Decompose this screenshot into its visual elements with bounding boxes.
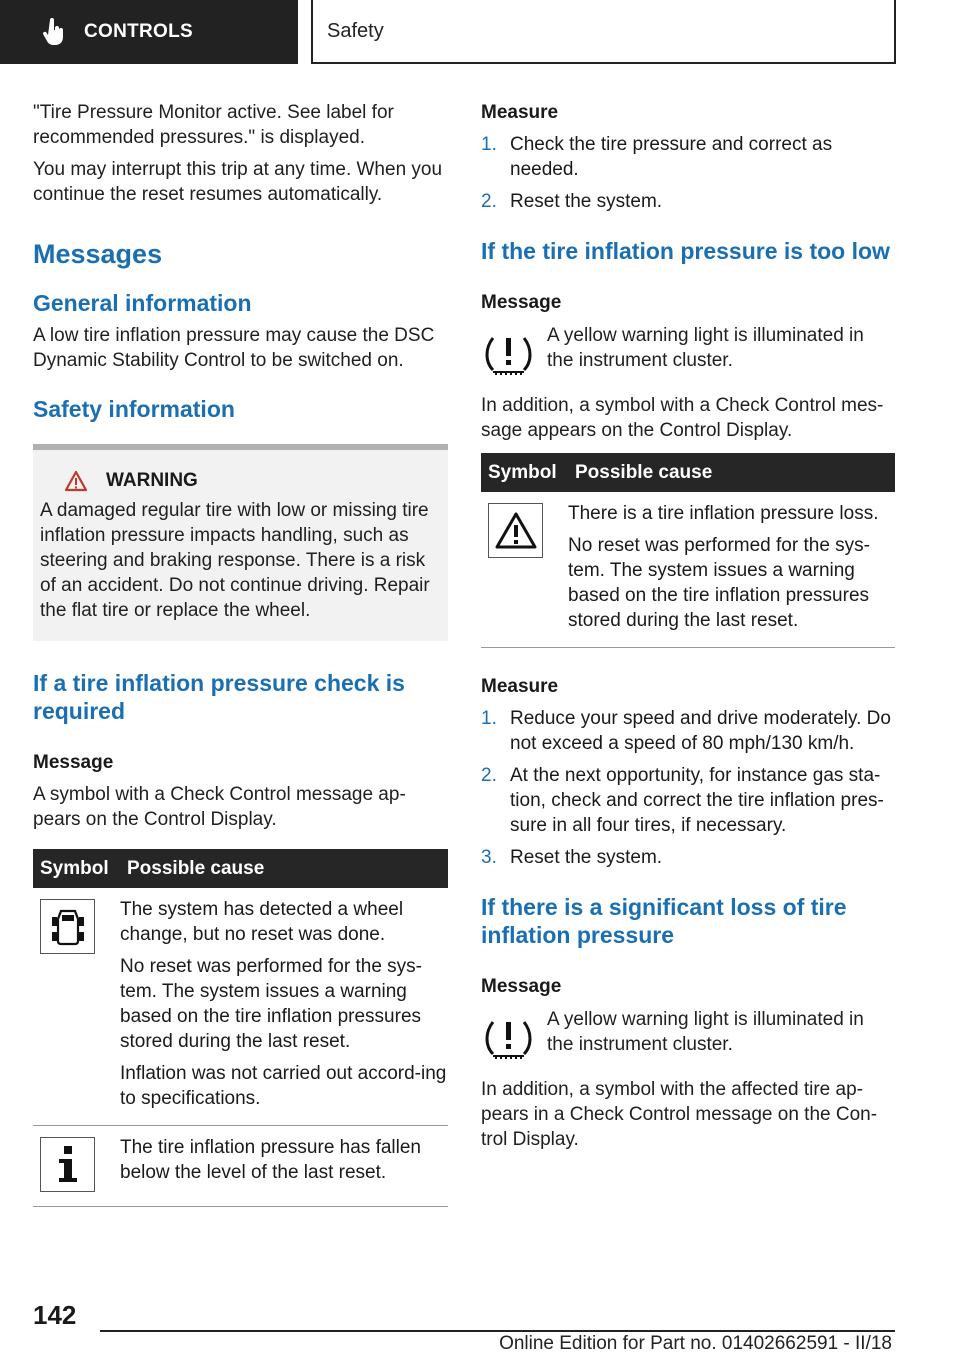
message-text: A symbol with a Check Control message ap-pears on the Control Display. (33, 784, 406, 830)
message-label: Message (33, 752, 114, 773)
light-text: A yellow warning light is illuminated in the instrument cluster. (547, 1009, 864, 1055)
section-title: CONTROLS (84, 21, 194, 42)
messages-heading: Messages (33, 239, 163, 269)
footer-divider (100, 1330, 895, 1332)
section-tab (0, 0, 298, 64)
car-tires-icon (40, 899, 95, 954)
paragraph: You may interrupt this trip at any time. When you continue the reset resumes automatically. (33, 159, 443, 205)
symbol-table (481, 453, 895, 648)
addition-text: In addition, a symbol with a Check Control mes-sage appears on the Control Display. (481, 395, 884, 441)
list-item: 2. At the next opportunity, for instance gas sta-tion, check and correct the tire inflation pres-sure in all four tires, if necessary. (481, 765, 884, 836)
chapter-box (311, 0, 896, 64)
cause-text: The tire inflation pressure has fallen below the level of the last reset. (120, 1137, 421, 1183)
warning-box (33, 444, 448, 641)
table-row (33, 1126, 448, 1207)
symbol-table (33, 849, 448, 1207)
list-item: 3. Reset the system. (481, 847, 663, 868)
warning-text: A damaged regular tire with low or missing tire inflation pressure impacts handling, such as steering and braking response. There is a risk of an accident. Do not continue driving. Repair the flat tire or replace the wheel. (40, 500, 430, 621)
measure-label: Measure (481, 102, 559, 123)
info-icon (40, 1137, 95, 1192)
footer-edition: Online Edition for Part no. 01402662591 - II/18 (499, 1333, 892, 1354)
page-number: 142 (33, 1300, 77, 1330)
cause-text: Inflation was not carried out accord-ing to specifications. (120, 1063, 447, 1109)
list-item: 1. Check the tire pressure and correct as needed. (481, 134, 833, 180)
tire-pressure-warning-icon (481, 1010, 536, 1065)
list-item: 1. Reduce your speed and drive moderately. Do not exceed a speed of 80 mph/130 km/h. (481, 708, 891, 754)
message-label: Message (481, 976, 562, 997)
addition-text: In addition, a symbol with the affected tire ap-pears in a Check Control message on the Con-trol Display. (481, 1079, 878, 1150)
measure-label: Measure (481, 676, 559, 697)
general-info-text: A low tire inflation pressure may cause the DSC Dynamic Stability Control to be switched on. (33, 325, 435, 371)
too-low-heading: If the tire inflation pressure is too low (481, 238, 890, 264)
table-row (33, 888, 448, 1126)
measure-steps (481, 706, 895, 870)
message-label: Message (481, 292, 562, 313)
chapter-title: Safety (327, 19, 384, 42)
warning-triangle-icon (488, 503, 543, 558)
right-column (481, 100, 895, 1152)
warning-title: WARNING (106, 470, 198, 491)
check-required-heading: If a tire inflation pressure check is required (33, 670, 405, 724)
cause-text: No reset was performed for the sys-tem. The system issues a warning based on the tire inflation pressures stored during the last reset. (568, 535, 870, 631)
column-header-symbol: Symbol (481, 453, 568, 492)
general-info-heading: General information (33, 290, 252, 316)
light-text: A yellow warning light is illuminated in the instrument cluster. (547, 325, 864, 371)
safety-info-heading: Safety information (33, 396, 235, 422)
hand-pointer-icon (42, 18, 66, 46)
cause-text: No reset was performed for the sys-tem. The system issues a warning based on the tire inflation pressures stored during the last reset. (120, 956, 422, 1052)
column-header-cause: Possible cause (120, 849, 448, 888)
column-header-cause: Possible cause (568, 453, 895, 492)
table-row (481, 492, 895, 648)
measure-steps (481, 132, 895, 214)
left-column (33, 100, 448, 1207)
cause-text: The system has detected a wheel change, but no reset was done. (120, 899, 404, 945)
significant-loss-heading: If there is a significant loss of tire inflation pressure (481, 894, 847, 948)
list-item: 2. Reset the system. (481, 191, 663, 212)
warning-triangle-icon (64, 470, 88, 492)
cause-text: There is a tire inflation pressure loss. (568, 503, 879, 524)
column-header-symbol: Symbol (33, 849, 120, 888)
paragraph: "Tire Pressure Monitor active. See label for recommended pressures." is displayed. (33, 102, 394, 148)
tire-pressure-warning-icon (481, 326, 536, 381)
